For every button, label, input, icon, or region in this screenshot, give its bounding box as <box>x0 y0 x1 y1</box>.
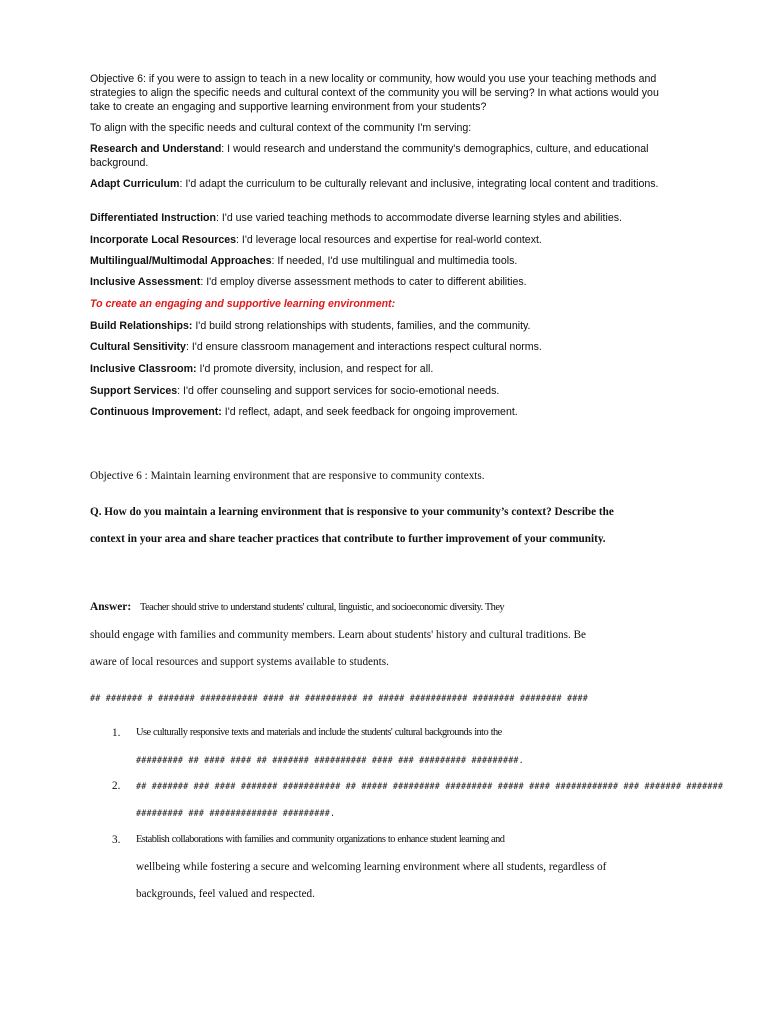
objective-question-text: Objective 6: if you were to assign to teach in a new locality or community, how would you use your teaching methods and strategies to align the specific needs and cultural context of the community you will be serving? In what actions would you take to create an engaging and supportive learning environment from your students? <box>90 73 659 113</box>
env-item-text: : I'd ensure classroom management and interactions respect cultural norms. <box>185 341 542 353</box>
env-item-term: Build Relationships: <box>90 320 193 332</box>
env-item <box>90 384 675 398</box>
env-item <box>90 340 675 354</box>
objective-heading: Objective 6 : Maintain learning environment that are responsive to community contexts. <box>90 470 485 482</box>
align-item-term: Adapt Curriculum <box>90 178 180 190</box>
list-number: 3. <box>112 834 121 846</box>
align-item-text: : I'd adapt the curriculum to be culturally relevant and inclusive, integrating local content and traditions. <box>179 178 659 190</box>
env-item <box>90 319 675 333</box>
list-item-line: Establish collaborations with families and community organizations to enhance student learning and <box>136 834 505 845</box>
env-item <box>90 405 675 419</box>
list-item-line: Use culturally responsive texts and materials and include the students' cultural backgrounds into the <box>136 727 502 738</box>
align-item <box>90 177 675 191</box>
align-item-text: : If needed, I'd use multilingual and multimedia tools. <box>271 255 518 267</box>
align-item-term: Incorporate Local Resources <box>90 234 237 246</box>
env-item-text: I'd reflect, adapt, and seek feedback for ongoing improvement. <box>221 406 518 418</box>
env-item-term: Continuous Improvement: <box>90 406 222 418</box>
answer-line: aware of local resources and support systems available to students. <box>90 656 389 668</box>
objective-question <box>90 72 675 114</box>
align-item-term: Multilingual/Multimodal Approaches <box>90 255 272 267</box>
question-line: Q. How do you maintain a learning environment that is responsive to your community’s context? Describe the <box>90 506 614 518</box>
env-item-text: I'd build strong relationships with students, families, and the community. <box>192 320 531 332</box>
question-line: context in your area and share teacher practices that contribute to further improvement of your community. <box>90 533 606 545</box>
align-item-text: : I would research and understand the community's demographics, culture, and educational background. <box>90 143 649 169</box>
align-item-text: : I'd leverage local resources and expertise for real-world context. <box>236 234 542 246</box>
align-item-term: Research and Understand <box>90 143 222 155</box>
align-item <box>90 233 675 247</box>
list-number: 1. <box>112 727 121 739</box>
align-item-text: : I'd use varied teaching methods to accommodate diverse learning styles and abilities. <box>215 212 622 224</box>
env-item-term: Cultural Sensitivity <box>90 341 186 353</box>
answer-line: Teacher should strive to understand students' cultural, linguistic, and socioeconomic diversity. They <box>140 602 505 613</box>
align-item <box>90 142 675 170</box>
align-item-term: Differentiated Instruction <box>90 212 216 224</box>
align-item-term: Inclusive Assessment <box>90 276 201 288</box>
env-item-text: : I'd offer counseling and support services for socio-emotional needs. <box>177 385 500 397</box>
env-heading: To create an engaging and supportive learning environment: <box>90 298 396 310</box>
garbled-text-line: ## ####### # ####### ########### #### ## ########## ## ##### ########### ######## ######## #### <box>90 693 589 703</box>
env-item-term: Inclusive Classroom: <box>90 363 197 375</box>
list-item-line: backgrounds, feel valued and respected. <box>136 888 315 900</box>
env-item <box>90 362 675 376</box>
intro-text: To align with the specific needs and cultural context of the community I'm serving: <box>90 122 472 134</box>
align-item <box>90 275 675 289</box>
align-item <box>90 254 675 268</box>
answer-label: Answer: <box>90 601 132 613</box>
list-item-garbled-line: ######### ## #### #### ## ####### ########## #### ### ######### #########. <box>136 755 524 765</box>
align-item-text: : I'd employ diverse assessment methods to cater to different abilities. <box>200 276 527 288</box>
intro-paragraph <box>90 121 675 135</box>
list-item-garbled-line: ## ####### ### #### ####### ########### ## ##### ######### ######### ##### #### ############ ### ####### ####### <box>136 781 724 791</box>
list-number: 2. <box>112 780 121 792</box>
env-item-text: I'd promote diversity, inclusion, and respect for all. <box>196 363 434 375</box>
list-item-line: wellbeing while fostering a secure and welcoming learning environment where all students, regardless of <box>136 861 607 873</box>
env-item-term: Support Services <box>90 385 178 397</box>
align-item <box>90 211 675 225</box>
list-item-garbled-line: ######### ### ############# #########. <box>136 808 336 818</box>
answer-line: should engage with families and community members. Learn about students' history and cultural traditions. Be <box>90 629 587 641</box>
